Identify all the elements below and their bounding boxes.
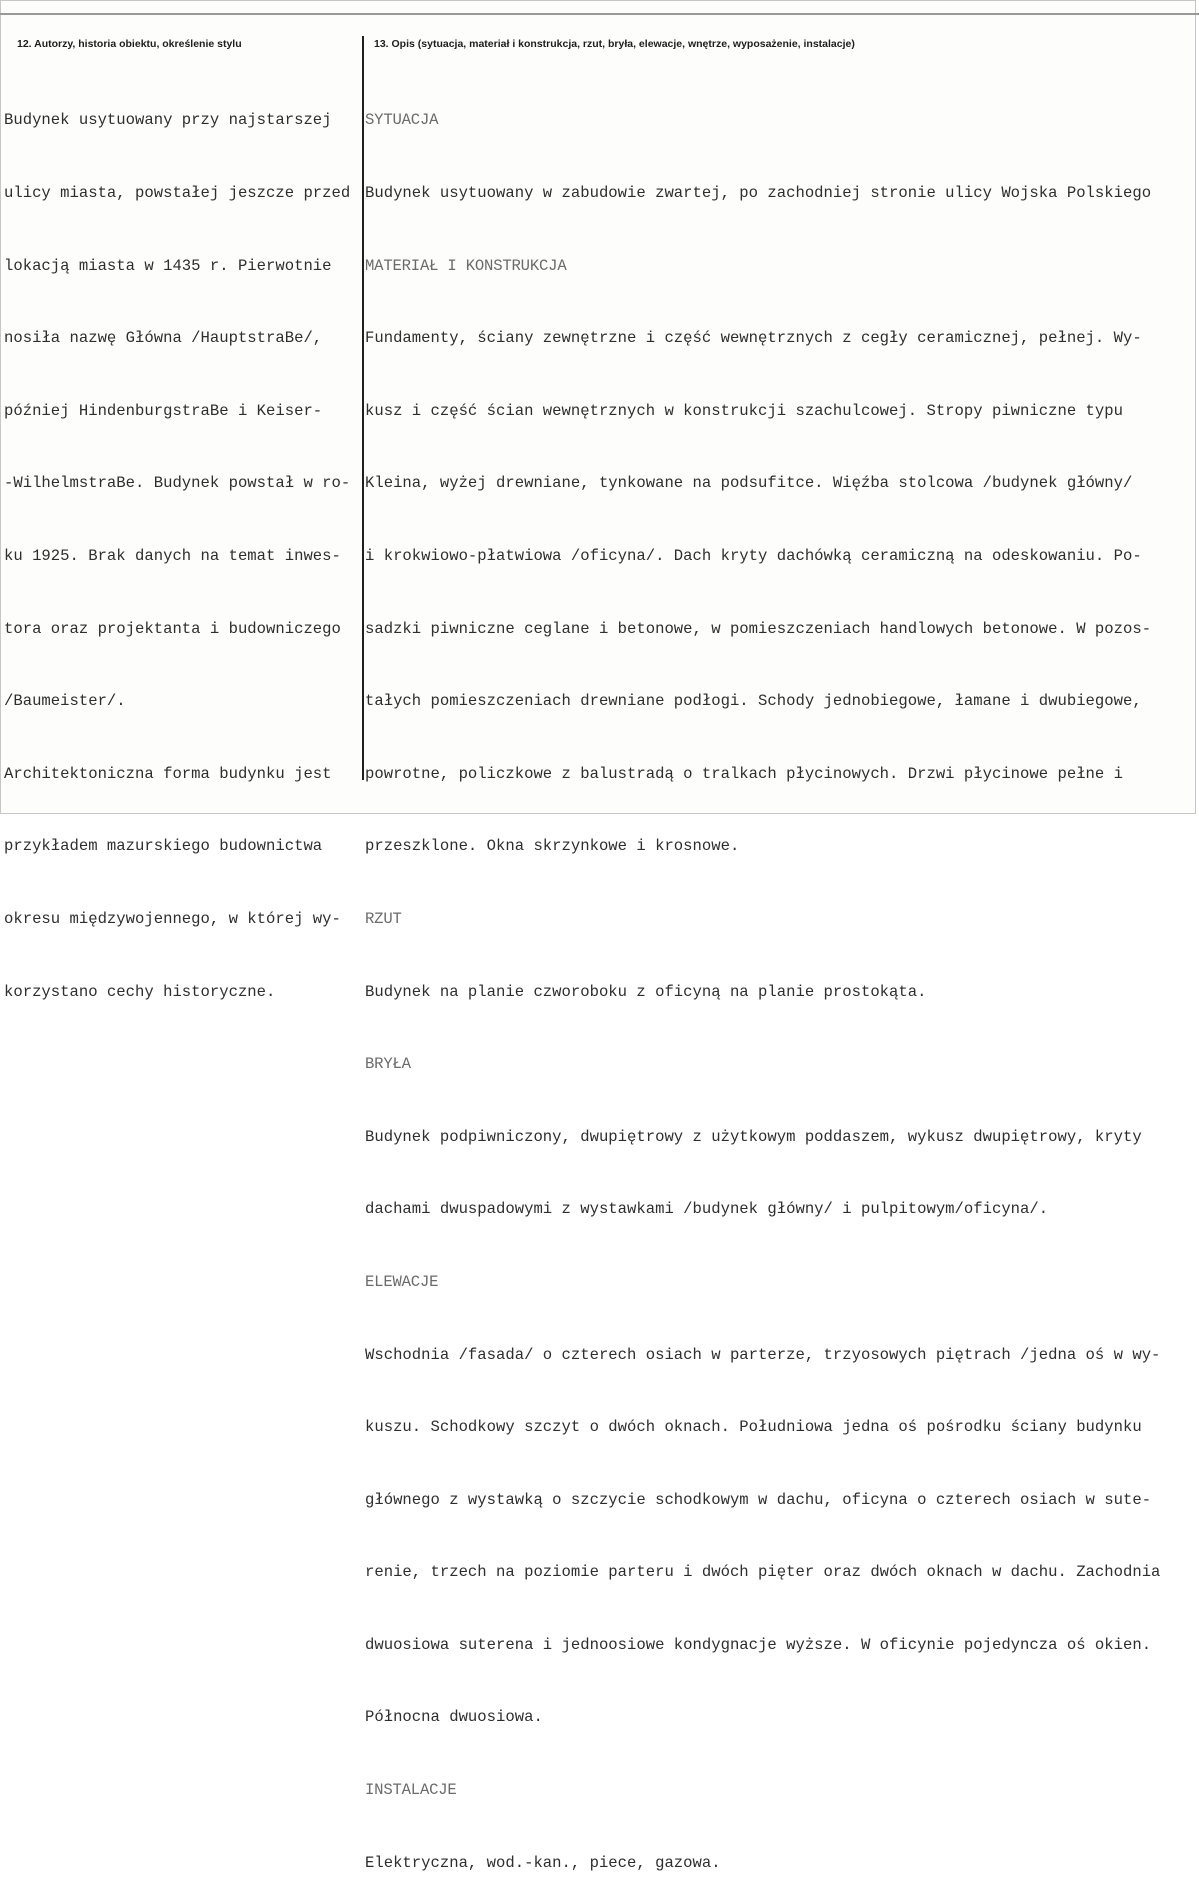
description-line: i krokwiowo-płatwiowa /oficyna/. Dach kryty dachówką ceramiczną na odeskowaniu. Po-	[365, 546, 1142, 565]
description-line: Budynek na planie czworoboku z oficyną na planie prostokąta.	[365, 982, 927, 1001]
history-line: nosiła nazwę Główna /HauptstraBe/,	[4, 329, 323, 348]
column-divider	[362, 36, 364, 780]
subheading-bryla: BRYŁA	[365, 1055, 411, 1074]
section-13-header: 13. Opis (sytuacja, materiał i konstrukcja, rzut, bryła, elewacje, wnętrze, wyposażenie, instalacje)	[374, 38, 855, 50]
description-line: Budynek podpiwniczony, dwupiętrowy z użytkowym poddaszem, wykusz dwupiętrowy, kryty	[365, 1127, 1142, 1146]
subheading-elewacje: ELEWACJE	[365, 1272, 439, 1291]
description-line: tałych pomieszczeniach drewniane podłogi. Schody jednobiegowe, łamane i dwubiegowe,	[365, 692, 1142, 711]
history-line: -WilhelmstraBe. Budynek powstał w ro-	[4, 474, 351, 493]
description-line: kusz i część ścian wewnętrznych w konstrukcji szachulcowej. Stropy piwniczne typu	[365, 401, 1123, 420]
description-line: głównego z wystawką o szczycie schodkowym w dachu, oficyna o czterech osiach w sute-	[365, 1490, 1152, 1509]
subheading-material: MATERIAŁ I KONSTRUKCJA	[365, 256, 567, 275]
history-line: ulicy miasta, powstałej jeszcze przed	[4, 184, 351, 202]
description-line: dachami dwuspadowymi z wystawkami /budynek główny/ i pulpitowym/oficyna/.	[365, 1200, 1049, 1219]
section-12-text	[4, 60, 360, 1028]
top-rule	[0, 13, 1199, 15]
description-line: Fundamenty, ściany zewnętrzne i część wewnętrznych z cegły ceramicznej, pełnej. Wy-	[365, 329, 1142, 348]
description-line: sadzki piwniczne ceglane i betonowe, w pomieszczeniach handlowych betonowe. W pozos-	[365, 619, 1152, 638]
history-line: tora oraz projektanta i budowniczego	[4, 619, 341, 638]
description-line: przeszklone. Okna skrzynkowe i krosnowe.	[365, 837, 740, 856]
history-line: Budynek usytuowany przy najstarszej	[4, 111, 332, 130]
history-line: /Baumeister/.	[4, 692, 126, 711]
description-line: Budynek usytuowany w zabudowie zwartej, po zachodniej stronie ulicy Wojska Polskiego	[365, 184, 1152, 202]
description-line: Wschodnia /fasada/ o czterech osiach w parterze, trzyosowych piętrach /jedna oś w wy-	[365, 1345, 1161, 1364]
history-line: Architektoniczna forma budynku jest	[4, 764, 332, 783]
description-line: renie, trzech na poziomie parteru i dwóch pięter oraz dwóch oknach w dachu. Zachodnia	[365, 1563, 1161, 1582]
subheading-sytuacja: SYTUACJA	[365, 111, 439, 130]
description-line: dwuosiowa suterena i jednoosiowe kondygnacje wyższe. W oficynie pojedyncza oś okien.	[365, 1635, 1152, 1654]
description-line: kuszu. Schodkowy szczyt o dwóch oknach. Południowa jedna oś pośrodku ściany budynku	[365, 1418, 1142, 1437]
history-line: okresu międzywojennego, w której wy-	[4, 909, 341, 928]
description-line: powrotne, policzkowe z balustradą o tralkach płycinowych. Drzwi płycinowe pełne i	[365, 764, 1123, 783]
subheading-instalacje: INSTALACJE	[365, 1781, 457, 1800]
history-line: ku 1925. Brak danych na temat inwes-	[4, 546, 341, 565]
description-line: Elektryczna, wod.-kan., piece, gazowa.	[365, 1853, 721, 1872]
history-line: korzystano cechy historyczne.	[4, 982, 276, 1001]
history-line: lokacją miasta w 1435 r. Pierwotnie	[4, 256, 332, 275]
section-12-header: 12. Autorzy, historia obiektu, określenie stylu	[17, 38, 242, 50]
history-line: przykładem mazurskiego budownictwa	[4, 837, 323, 856]
description-line: Kleina, wyżej drewniane, tynkowane na podsufitce. Więźba stolcowa /budynek główny/	[365, 474, 1133, 493]
description-line: Północna dwuosiowa.	[365, 1708, 543, 1727]
section-13-text	[365, 60, 1195, 1899]
subheading-rzut: RZUT	[365, 909, 402, 928]
history-line: później HindenburgstraBe i Keiser-	[4, 401, 323, 420]
